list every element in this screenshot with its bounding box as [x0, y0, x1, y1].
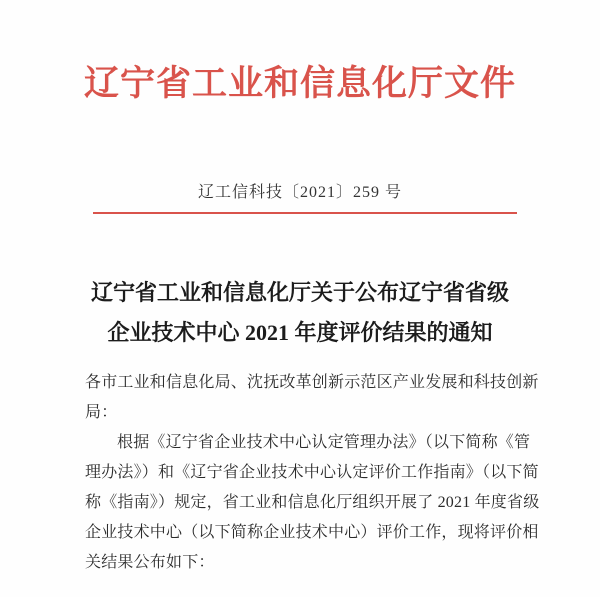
- body-line: 各市工业和信息化局、沈抚改革创新示范区产业发展和科技创新: [85, 374, 539, 391]
- body-line: 根据《辽宁省企业技术中心认定管理办法》（以下简称《管: [117, 434, 531, 451]
- red-divider-line: [93, 212, 517, 214]
- body-line: 企业技术中心（以下简称企业技术中心）评价工作，现将评价相: [85, 524, 539, 541]
- body-line: 称《指南》）规定，省工业和信息化厅组织开展了 2021 年度省级: [85, 494, 540, 511]
- body-line: 理办法》）和《辽宁省企业技术中心认定评价工作指南》（以下简: [85, 464, 539, 481]
- notice-title-line-1: 辽宁省工业和信息化厅关于公布辽宁省省级: [90, 280, 509, 305]
- red-letterhead-title: 辽宁省工业和信息化厅文件: [83, 64, 516, 103]
- body-text: [85, 368, 545, 578]
- notice-title: [0, 273, 600, 353]
- body-line: 关结果公布如下：: [85, 554, 215, 571]
- document-number: 辽工信科技〔2021〕259 号: [197, 184, 402, 201]
- body-line: 局：: [85, 404, 118, 421]
- notice-title-line-2: 企业技术中心 2021 年度评价结果的通知: [107, 320, 493, 345]
